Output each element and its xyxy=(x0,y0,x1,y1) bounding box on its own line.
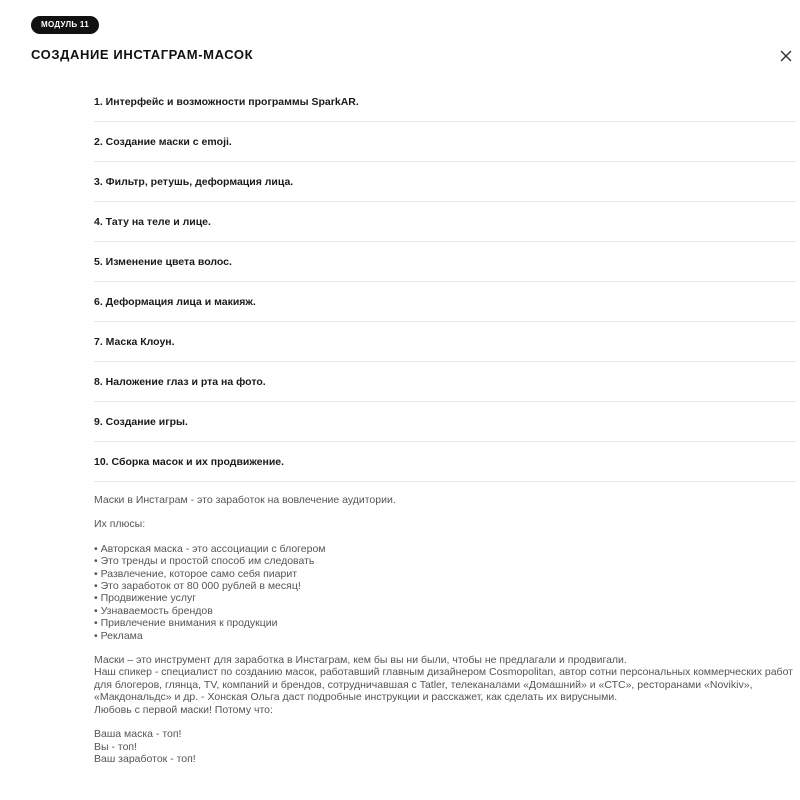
closing-line: Ваш заработок - топ! xyxy=(94,752,196,765)
closing-line: Ваша маска - топ! xyxy=(94,728,182,741)
description-paragraph: Любовь с первой маски! Потому что: xyxy=(94,703,273,716)
description-intro: Маски в Инстаграм - это заработок на вовлечение аудитории. xyxy=(94,494,396,506)
module-badge: МОДУЛЬ 11 xyxy=(31,16,99,34)
lesson-item[interactable]: 4. Тату на теле и лице. xyxy=(94,202,796,242)
lesson-item[interactable]: 2. Создание маски с emoji. xyxy=(94,122,796,162)
lesson-item[interactable]: 5. Изменение цвета волос. xyxy=(94,242,796,282)
pluses-list xyxy=(94,543,794,642)
module-title: СОЗДАНИЕ ИНСТАГРАМ-МАСОК xyxy=(31,47,254,62)
lesson-item[interactable]: 6. Деформация лица и макияж. xyxy=(94,282,796,322)
lesson-item[interactable]: 7. Маска Клоун. xyxy=(94,322,796,362)
lesson-list xyxy=(94,82,796,482)
lesson-item[interactable]: 1. Интерфейс и возможности программы SparkAR. xyxy=(94,82,796,122)
lesson-item[interactable]: 10. Сборка масок и их продвижение. xyxy=(94,442,796,482)
lesson-item[interactable]: 9. Создание игры. xyxy=(94,402,796,442)
list-item: • Развлечение, которое само себя пиарит xyxy=(94,568,794,580)
speaker-paragraph: Наш спикер - специалист по созданию масок, работавший главным дизайнером Cosmopolitan, автор сотни персональных коммерческих работ для блогеров, глянца, TV, компаний и брендов, сотрудничавшая с Tatler, телеканалами «Домашний» и «СТС», ресторанами «Novikiv», «Макдональдс» и др. - Хонская Ольга даст подробные инструкции и расскажет, как сделать их вирусными. xyxy=(94,666,793,704)
module-description xyxy=(94,494,794,765)
list-item: • Реклама xyxy=(94,630,794,642)
description-paragraph: Маски – это инструмент для заработка в Инстаграм, кем бы вы ни были, чтобы не предлагали и продвигали. xyxy=(94,654,627,667)
list-item: • Это заработок от 80 000 рублей в месяц! xyxy=(94,580,794,592)
list-item: • Это тренды и простой способ им следовать xyxy=(94,555,794,567)
list-item: • Узнаваемость брендов xyxy=(94,605,794,617)
pluses-heading: Их плюсы: xyxy=(94,518,146,531)
close-icon xyxy=(776,46,796,66)
lesson-item[interactable]: 3. Фильтр, ретушь, деформация лица. xyxy=(94,162,796,202)
lesson-item[interactable]: 8. Наложение глаз и рта на фото. xyxy=(94,362,796,402)
closing-line: Вы - топ! xyxy=(94,740,138,753)
close-button[interactable] xyxy=(776,46,796,66)
list-item: • Авторская маска - это ассоциации с блогером xyxy=(94,543,794,555)
list-item: • Продвижение услуг xyxy=(94,592,794,604)
list-item: • Привлечение внимания к продукции xyxy=(94,617,794,629)
